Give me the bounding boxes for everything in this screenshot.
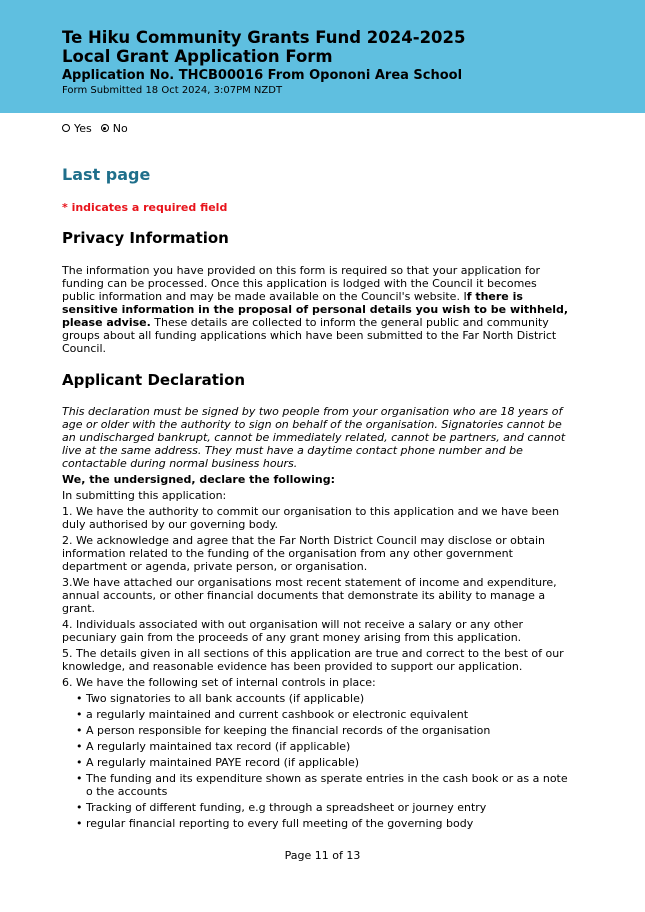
control-item: • A regularly maintained PAYE record (if applicable) bbox=[76, 756, 572, 769]
declaration-item: 4. Individuals associated with out organisation will not receive a salary or any other pecuniary gain from the proceeds of any grant money arising from this application. bbox=[62, 618, 523, 644]
declaration-item: 6. We have the following set of internal controls in place: bbox=[62, 676, 376, 689]
control-item: • regular financial reporting to every full meeting of the governing body bbox=[76, 817, 572, 830]
control-item: • A regularly maintained tax record (if applicable) bbox=[76, 740, 572, 753]
radio-yes-label: Yes bbox=[74, 121, 92, 135]
privacy-text-bold: f there is sensitive information in the proposal of personal details you wish to be withheld, please advise. bbox=[62, 290, 569, 329]
yes-no-radio-group bbox=[62, 121, 572, 135]
privacy-text-2: These details are collected to inform the general public and community groups about all funding applications which have been submitted to the Far North District Council. bbox=[62, 316, 557, 355]
radio-no-label: No bbox=[112, 121, 128, 135]
control-item: • A person responsible for keeping the financial records of the organisation bbox=[76, 724, 572, 737]
declaration-intro: This declaration must be signed by two people from your organisation who are 18 years of age or older with the authority to sign on behalf of the organisation. Signatories cannot be an undischarged bankrupt, cannot be immediately related, cannot be partners, and cannot live at the same address. They must have a daytime contact phone number and be contactable during normal business hours. bbox=[62, 405, 566, 470]
form-content bbox=[62, 121, 572, 830]
in-submitting: In submitting this application: bbox=[62, 489, 227, 502]
privacy-heading: Privacy Information bbox=[62, 229, 229, 247]
page-number: Page 11 of 13 bbox=[284, 849, 361, 862]
last-page-heading: Last page bbox=[62, 165, 151, 184]
declaration-heading: Applicant Declaration bbox=[62, 371, 246, 389]
declaration-item: 1. We have the authority to commit our organisation to this application and we have been duly authorised by our governing body. bbox=[62, 505, 560, 531]
control-item: • Tracking of different funding, e.g through a spreadsheet or journey entry bbox=[76, 801, 572, 814]
form-title-line2: Local Grant Application Form bbox=[62, 47, 333, 66]
form-header bbox=[0, 0, 645, 113]
control-item: • Two signatories to all bank accounts (if applicable) bbox=[76, 692, 572, 705]
declaration-item: 5. The details given in all sections of this application are true and correct to the best of our knowledge, and reasonable evidence has been provided to support our application. bbox=[62, 647, 564, 673]
control-item: • The funding and its expenditure shown as sperate entries in the cash book or as a note o the accounts bbox=[76, 772, 572, 798]
internal-controls-list bbox=[62, 692, 572, 830]
radio-no[interactable] bbox=[101, 124, 109, 132]
control-item: • a regularly maintained and current cashbook or electronic equivalent bbox=[76, 708, 572, 721]
privacy-paragraph bbox=[62, 264, 572, 355]
submitted-timestamp: Form Submitted 18 Oct 2024, 3:07PM NZDT bbox=[62, 85, 283, 96]
application-number: Application No. THCB00016 From Opononi Area School bbox=[62, 68, 463, 83]
form-title-line1: Te Hiku Community Grants Fund 2024-2025 bbox=[62, 28, 466, 47]
radio-yes[interactable] bbox=[62, 124, 70, 132]
declaration-item: 2. We acknowledge and agree that the Far North District Council may disclose or obtain information related to the funding of the organisation from any other government department or agenda, private person, or organisation. bbox=[62, 534, 545, 573]
declaration-item: 3.We have attached our organisations most recent statement of income and expenditure, annual accounts, or other financial documents that demonstrate its ability to manage a grant. bbox=[62, 576, 557, 615]
undersigned-statement: We, the undersigned, declare the following: bbox=[62, 473, 335, 486]
privacy-text-1: The information you have provided on this form is required so that your application for funding can be processed. Once this application is lodged with the Council it becomes public information and may be made available on the Council's website. I bbox=[62, 264, 541, 303]
required-field-note: * indicates a required field bbox=[62, 201, 228, 214]
